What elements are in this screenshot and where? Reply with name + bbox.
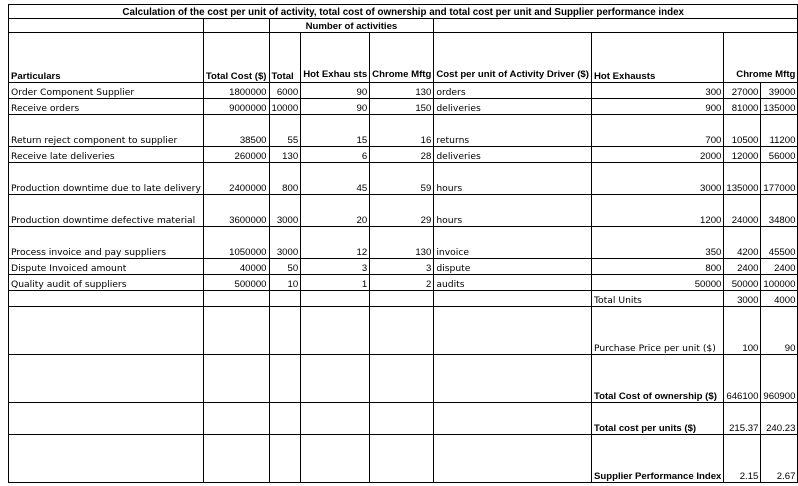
summary-row [9,435,798,483]
blank-cell [9,435,204,483]
row-chrome-cost: 39000 [761,83,798,99]
blank-cell [269,403,301,435]
blank-cell [269,355,301,403]
blank-cell [370,435,434,483]
row-hot-exhausts-cost: 10500 [724,115,761,147]
row-total: 130 [269,147,301,163]
row-chrome-count: 130 [370,83,434,99]
blank-cell [269,307,301,355]
header-total: Total [269,33,301,83]
row-chrome-count: 130 [370,227,434,259]
row-chrome-count: 150 [370,99,434,115]
row-particulars: Process invoice and pay suppliers [9,227,204,259]
row-driver-unit: dispute [434,259,592,275]
row-particulars: Production downtime due to late delivery [9,163,204,195]
row-driver-unit: orders [434,83,592,99]
row-driver-unit: returns [434,115,592,147]
row-cost-per-unit: 700 [591,115,723,147]
row-cost-per-unit: 800 [591,259,723,275]
row-particulars: Quality audit of suppliers [9,275,204,291]
summary-row [9,291,798,307]
table-row [9,227,798,259]
row-driver-unit: invoice [434,227,592,259]
row-total: 55 [269,115,301,147]
table-row [9,259,798,275]
row-particulars: Dispute Invoiced amount [9,259,204,275]
header-particulars: Particulars [9,33,204,83]
row-total-cost: 2400000 [203,163,269,195]
blank-cell [9,307,204,355]
row-hot-exhausts-count: 90 [301,83,370,99]
row-driver-unit: deliveries [434,147,592,163]
blank-cell [434,307,592,355]
summary-row [9,355,798,403]
table-row [9,115,798,147]
row-cost-per-unit: 350 [591,227,723,259]
row-chrome-cost: 45500 [761,227,798,259]
blank-cell [301,435,370,483]
blank-cell [9,19,204,33]
blank-cell [9,291,204,307]
row-hot-exhausts-count: 15 [301,115,370,147]
blank-cell [434,435,592,483]
row-total: 6000 [269,83,301,99]
blank-cell [9,355,204,403]
row-total-cost: 500000 [203,275,269,291]
blank-cell [434,291,592,307]
row-particulars: Production downtime defective material [9,195,204,227]
row-cost-per-unit: 3000 [591,163,723,195]
blank-cell [203,291,269,307]
row-chrome-count: 59 [370,163,434,195]
row-hot-exhausts-count: 6 [301,147,370,163]
summary-label: Supplier Performance Index [591,435,723,483]
blank-cell [301,403,370,435]
row-driver-unit: hours [434,195,592,227]
blank-cell [434,403,592,435]
blank-cell [370,403,434,435]
row-cost-per-unit: 2000 [591,147,723,163]
row-hot-exhausts-cost: 135000 [724,163,761,195]
row-chrome-cost: 34800 [761,195,798,227]
summary-row [9,403,798,435]
row-hot-exhausts-cost: 50000 [724,275,761,291]
row-total-cost: 38500 [203,115,269,147]
summary-chrome-value: 960900 [761,355,798,403]
group-header: Number of activities [269,19,434,33]
blank-cell [269,291,301,307]
header-total-cost: Total Cost ($) [203,33,269,83]
row-particulars: Receive late deliveries [9,147,204,163]
blank-cell [434,355,592,403]
row-chrome-cost: 177000 [761,163,798,195]
row-total-cost: 260000 [203,147,269,163]
row-cost-per-unit: 50000 [591,275,723,291]
blank-cell [370,355,434,403]
table-row [9,275,798,291]
row-total: 3000 [269,227,301,259]
blank-cell [203,355,269,403]
row-chrome-cost: 2400 [761,259,798,275]
row-hot-exhausts-cost: 81000 [724,99,761,115]
summary-label: Purchase Price per unit ($) [591,307,723,355]
header-chrome-mftg: Chrome Mftg [370,33,434,83]
summary-chrome-value: 240.23 [761,403,798,435]
row-chrome-count: 28 [370,147,434,163]
summary-chrome-value: 2.67 [761,435,798,483]
row-particulars: Order Component Supplier [9,83,204,99]
row-chrome-cost: 135000 [761,99,798,115]
row-total: 3000 [269,195,301,227]
table-row [9,83,798,99]
summary-hot-exhausts-value: 100 [724,307,761,355]
row-driver-unit: audits [434,275,592,291]
header-chrome-cost: Chrome Mftg [724,33,798,83]
summary-hot-exhausts-value: 3000 [724,291,761,307]
row-cost-per-unit: 1200 [591,195,723,227]
row-total-cost: 40000 [203,259,269,275]
row-hot-exhausts-count: 1 [301,275,370,291]
blank-cell [269,435,301,483]
header-hot-exhausts: Hot Exhau sts [301,33,370,83]
table-title: Calculation of the cost per unit of activity, total cost of ownership and total cost per unit and Supplier performance index [9,5,798,19]
summary-chrome-value: 4000 [761,291,798,307]
row-total: 10000 [269,99,301,115]
row-total-cost: 9000000 [203,99,269,115]
row-chrome-cost: 56000 [761,147,798,163]
row-particulars: Return reject component to supplier [9,115,204,147]
row-particulars: Receive orders [9,99,204,115]
row-hot-exhausts-count: 20 [301,195,370,227]
summary-label: Total Units [591,291,723,307]
row-hot-exhausts-count: 3 [301,259,370,275]
blank-cell [370,307,434,355]
blank-cell [301,291,370,307]
table-row [9,163,798,195]
row-total-cost: 1800000 [203,83,269,99]
row-cost-per-unit: 300 [591,83,723,99]
row-hot-exhausts-cost: 12000 [724,147,761,163]
row-hot-exhausts-cost: 24000 [724,195,761,227]
row-chrome-cost: 100000 [761,275,798,291]
row-hot-exhausts-cost: 4200 [724,227,761,259]
row-chrome-cost: 11200 [761,115,798,147]
row-hot-exhausts-count: 90 [301,99,370,115]
row-total: 50 [269,259,301,275]
summary-hot-exhausts-value: 215.37 [724,403,761,435]
blank-cell [203,403,269,435]
table-row [9,99,798,115]
row-driver-unit: deliveries [434,99,592,115]
table-row [9,147,798,163]
table-row [9,195,798,227]
row-cost-per-unit: 900 [591,99,723,115]
row-hot-exhausts-cost: 27000 [724,83,761,99]
blank-cell [301,355,370,403]
cost-table [8,4,798,483]
row-driver-unit: hours [434,163,592,195]
blank-cell [301,307,370,355]
header-hot-exhausts-cost: Hot Exhausts [591,33,723,83]
row-total: 800 [269,163,301,195]
row-chrome-count: 3 [370,259,434,275]
row-hot-exhausts-count: 12 [301,227,370,259]
summary-hot-exhausts-value: 2.15 [724,435,761,483]
summary-hot-exhausts-value: 646100 [724,355,761,403]
row-total: 10 [269,275,301,291]
blank-cell [203,307,269,355]
blank-cell [203,435,269,483]
header-cost-per-unit: Cost per unit of Activity Driver ($) [434,33,592,83]
row-hot-exhausts-count: 45 [301,163,370,195]
row-hot-exhausts-cost: 2400 [724,259,761,275]
row-total-cost: 1050000 [203,227,269,259]
row-chrome-count: 29 [370,195,434,227]
summary-label: Total Cost of ownership ($) [591,355,723,403]
summary-row [9,307,798,355]
row-chrome-count: 2 [370,275,434,291]
summary-chrome-value: 90 [761,307,798,355]
summary-label: Total cost per units ($) [591,403,723,435]
row-chrome-count: 16 [370,115,434,147]
blank-cell [434,19,798,33]
blank-cell [203,19,269,33]
row-total-cost: 3600000 [203,195,269,227]
blank-cell [370,291,434,307]
blank-cell [9,403,204,435]
